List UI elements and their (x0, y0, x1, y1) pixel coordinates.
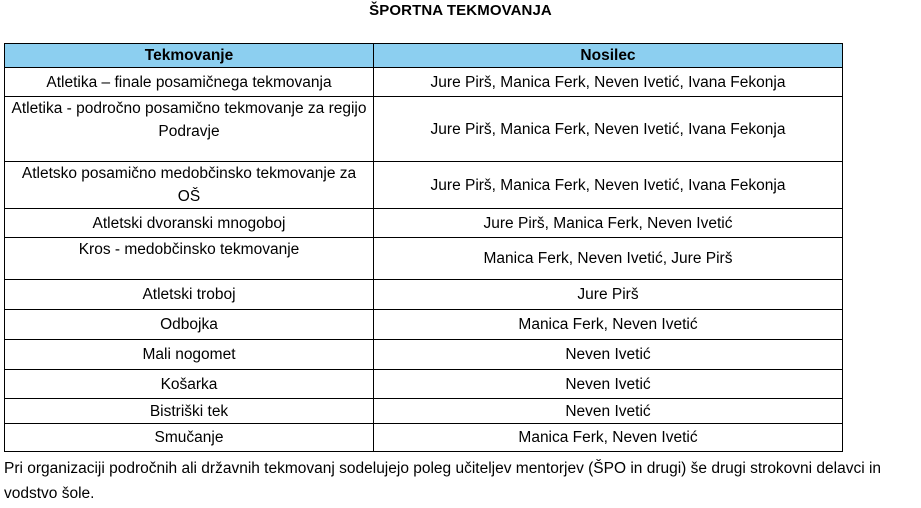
table-row (5, 424, 843, 452)
competition-cell: Košarka (5, 370, 374, 399)
competition-cell: Atletski dvoranski mnogoboj (5, 209, 374, 238)
organizer-cell: Manica Ferk, Neven Ivetić (374, 310, 843, 340)
competition-cell: Mali nogomet (5, 340, 374, 370)
page-title: ŠPORTNA TEKMOVANJA (369, 2, 552, 19)
footnote-paragraph: Pri organizaciji področnih ali državnih tekmovanj sodelujejo poleg učiteljev mentorjev (ŠPO in drugi) še drugi strokovni delavci in vodstvo šole. (4, 460, 882, 502)
table-header-row (5, 44, 843, 68)
competition-cell: Bistriški tek (5, 399, 374, 424)
header-organizer: Nosilec (374, 44, 843, 68)
organizer-cell: Jure Pirš, Manica Ferk, Neven Ivetić, Ivana Fekonja (374, 68, 843, 97)
organizer-cell: Neven Ivetić (374, 399, 843, 424)
organizer-cell: Jure Pirš, Manica Ferk, Neven Ivetić, Ivana Fekonja (374, 162, 843, 209)
competition-cell: Smučanje (5, 424, 374, 452)
table-row (5, 310, 843, 340)
competition-cell: Atletika - področno posamično tekmovanje za regijo Podravje (5, 97, 374, 162)
organizer-cell: Neven Ivetić (374, 370, 843, 399)
table-row (5, 399, 843, 424)
organizer-cell: Jure Pirš, Manica Ferk, Neven Ivetić (374, 209, 843, 238)
table-row (5, 370, 843, 399)
competition-cell: Atletika – finale posamičnega tekmovanja (5, 68, 374, 97)
table-row (5, 238, 843, 280)
table-row (5, 209, 843, 238)
table-row (5, 162, 843, 209)
competition-cell: Odbojka (5, 310, 374, 340)
table-row (5, 340, 843, 370)
table-row (5, 68, 843, 97)
competition-cell: Atletski troboj (5, 280, 374, 310)
competitions-table (4, 43, 843, 452)
organizer-cell: Jure Pirš, Manica Ferk, Neven Ivetić, Ivana Fekonja (374, 97, 843, 162)
competition-cell: Atletsko posamično medobčinsko tekmovanje za OŠ (5, 162, 374, 209)
organizer-cell: Neven Ivetić (374, 340, 843, 370)
organizer-cell: Manica Ferk, Neven Ivetić (374, 424, 843, 452)
organizer-cell: Manica Ferk, Neven Ivetić, Jure Pirš (374, 238, 843, 280)
competition-cell: Kros - medobčinsko tekmovanje (5, 238, 374, 280)
table-row (5, 280, 843, 310)
organizer-cell: Jure Pirš (374, 280, 843, 310)
table-row (5, 97, 843, 162)
header-competition: Tekmovanje (5, 44, 374, 68)
